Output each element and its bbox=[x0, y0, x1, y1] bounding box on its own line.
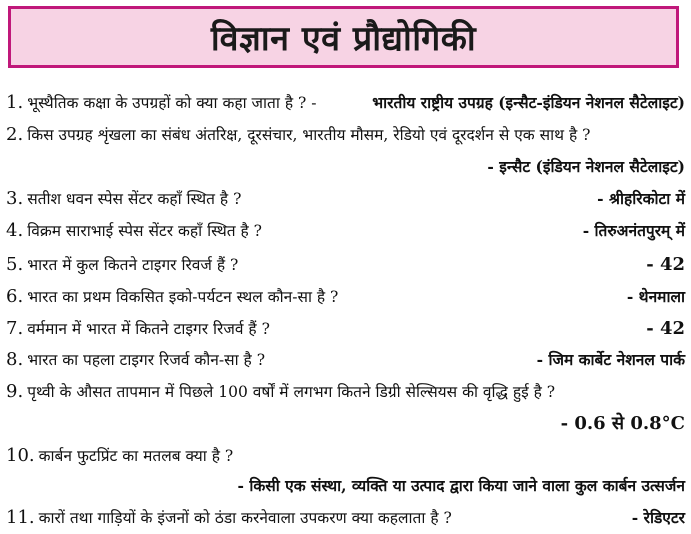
question-number: 9. bbox=[6, 381, 24, 402]
question-number: 1. bbox=[6, 92, 24, 113]
question-text: कारों तथा गाड़ियों के इंजनों को ठंडा करनेवाला उपकरण क्या कहलाता है ? bbox=[38, 509, 452, 527]
question-9 bbox=[6, 381, 685, 435]
question-text: किस उपग्रह शृंखला का संबंध अंतरिक्ष, दूरसंचार, भारतीय मौसम, रेडियो एवं दूरदर्शन से एक साथ है ? bbox=[27, 126, 591, 144]
question-number: 3. bbox=[6, 188, 24, 209]
question-text: सतीश धवन स्पेस सेंटर कहाँ स्थित है ? bbox=[27, 190, 242, 208]
question-4 bbox=[6, 220, 685, 242]
question-number: 11. bbox=[6, 507, 35, 528]
answer-text: - किसी एक संस्था, व्यक्ति या उत्पाद द्वारा किया जाने वाला कुल कार्बन उत्सर्जन bbox=[237, 476, 685, 495]
answer-text: - थेनमाला bbox=[626, 287, 685, 306]
title-banner bbox=[8, 6, 679, 68]
question-6 bbox=[6, 286, 685, 308]
question-number: 4. bbox=[6, 220, 24, 241]
question-text: भारत में कुल कितने टाइगर रिवर्ज हैं ? bbox=[27, 256, 239, 274]
question-number: 10. bbox=[6, 445, 35, 466]
question-11 bbox=[6, 507, 685, 529]
question-number: 7. bbox=[6, 318, 24, 339]
answer-text: - श्रीहरिकोटा में bbox=[597, 189, 685, 208]
question-text: भारत का पहला टाइगर रिजर्व कौन-सा है ? bbox=[27, 351, 266, 369]
question-number: 6. bbox=[6, 286, 24, 307]
question-10 bbox=[6, 445, 685, 497]
answer-text: - जिम कार्बेट नेशनल पार्क bbox=[536, 350, 685, 369]
answer-text: - तिरुअनंतपुरम् में bbox=[582, 221, 685, 240]
answer-text: - 42 bbox=[646, 254, 685, 275]
question-2 bbox=[6, 124, 685, 178]
answer-text: भारतीय राष्ट्रीय उपग्रह (इन्सैट-इंडियन नेशनल सैटेलाइट) bbox=[372, 93, 685, 112]
question-5 bbox=[6, 254, 685, 276]
question-8 bbox=[6, 349, 685, 371]
question-number: 8. bbox=[6, 349, 24, 370]
question-text: वर्ममान में भारत में कितने टाइगर रिजर्व हैं ? bbox=[27, 320, 270, 338]
question-1 bbox=[6, 92, 685, 114]
answer-text: - रेडिएटर bbox=[631, 508, 685, 527]
question-text: कार्बन फुटप्रिंट का मतलब क्या है ? bbox=[38, 447, 234, 465]
question-7 bbox=[6, 318, 685, 340]
question-text: भारत का प्रथम विकसित इको-पर्यटन स्थल कौन-सा है ? bbox=[27, 288, 339, 306]
answer-text: - इन्सैट (इंडियन नेशनल सैटेलाइट) bbox=[487, 157, 685, 176]
page-title: विज्ञान एवं प्रौद्योगिकी bbox=[210, 19, 477, 59]
question-text: भूस्थैतिक कक्षा के उपग्रहों को क्या कहा जाता है ? - bbox=[27, 94, 317, 112]
answer-text: - 42 bbox=[646, 318, 685, 339]
answer-text: - 0.6 से 0.8°C bbox=[560, 413, 685, 434]
question-3 bbox=[6, 188, 685, 210]
question-text: विक्रम साराभाई स्पेस सेंटर कहाँ स्थित है ? bbox=[27, 222, 262, 240]
question-number: 2. bbox=[6, 124, 24, 145]
question-number: 5. bbox=[6, 254, 24, 275]
question-text: पृथ्वी के औसत तापमान में पिछले 100 वर्षों में लगभग कितने डिग्री सेल्सियस की वृद्धि हुई है ? bbox=[27, 383, 556, 401]
